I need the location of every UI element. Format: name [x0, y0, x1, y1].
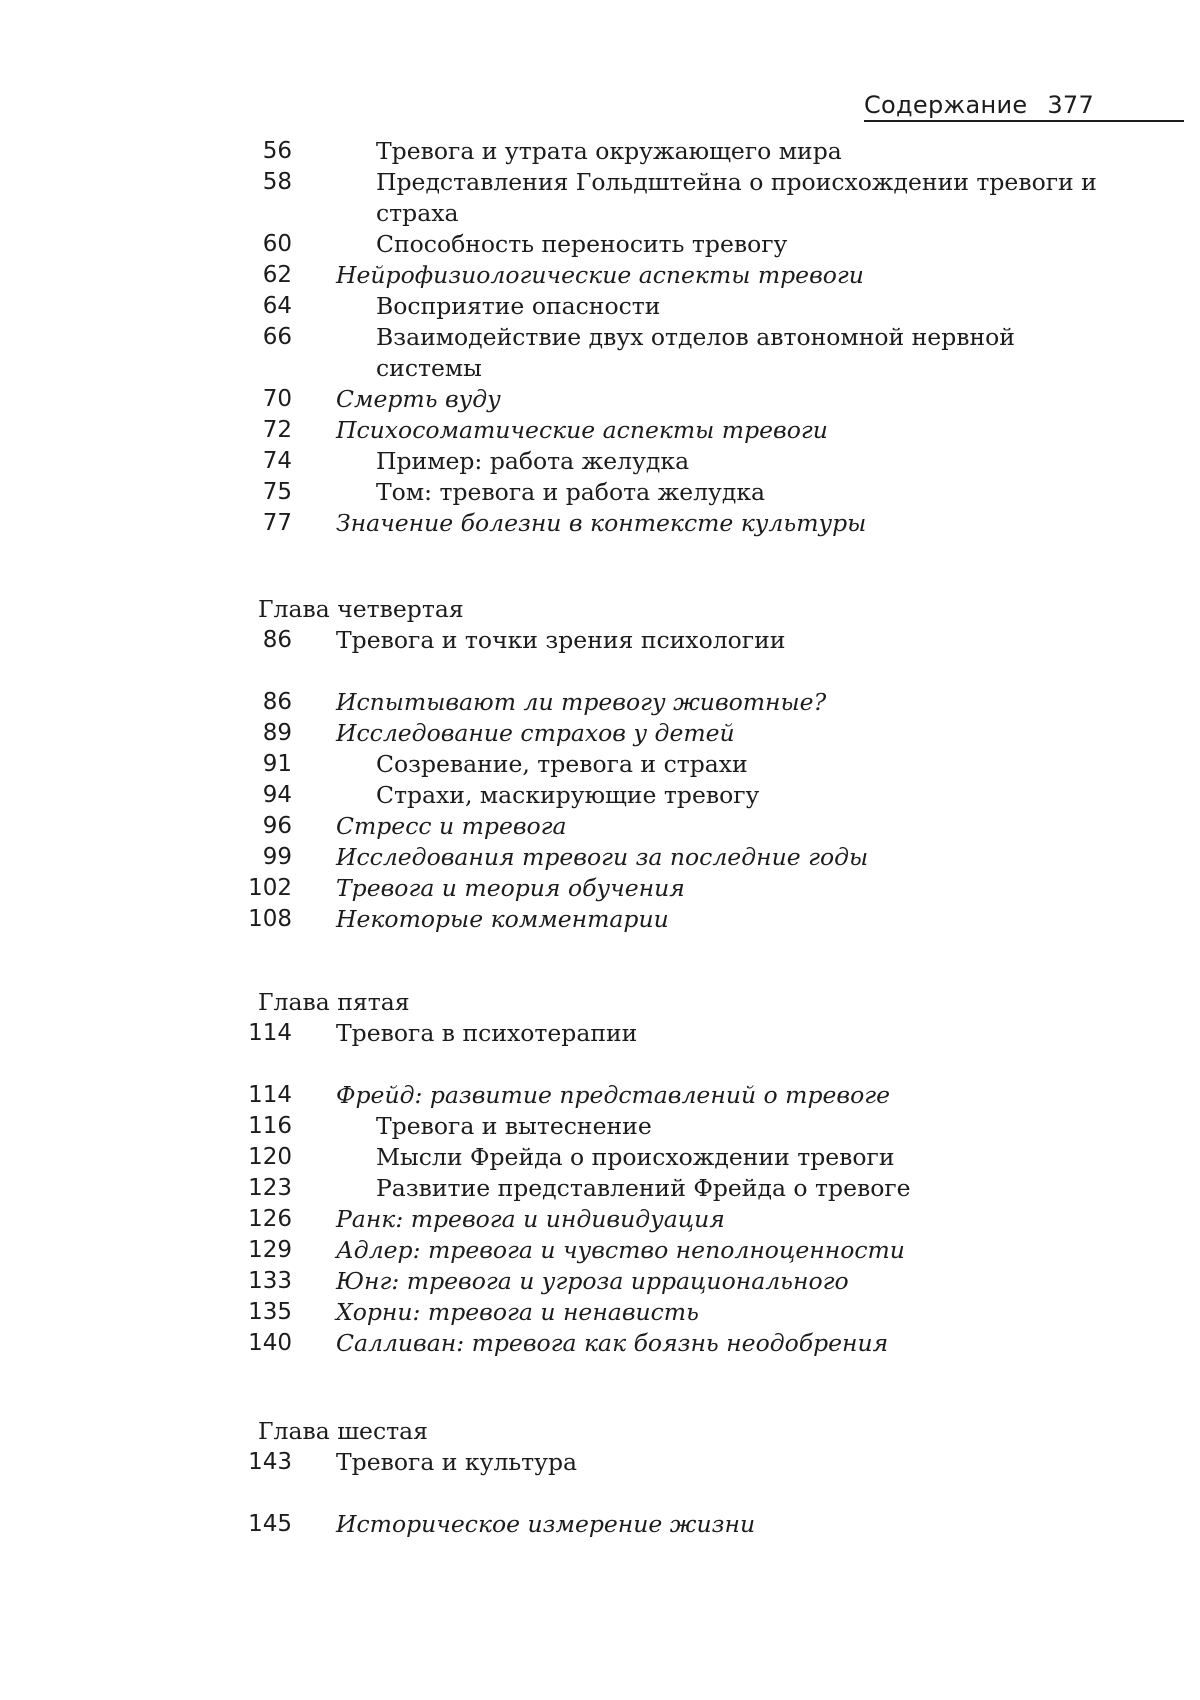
- running-head-title: Содержание: [864, 91, 1028, 119]
- toc-entry-text: Адлер: тревога и чувство неполноценности: [336, 1236, 905, 1264]
- toc-entry: [240, 1142, 1120, 1173]
- toc-entry-page: 135: [248, 1299, 292, 1325]
- toc-section-entry: [240, 1080, 1120, 1111]
- chapter-title-line: [240, 1447, 1120, 1478]
- chapter-title: Тревога и точки зрения психологии: [336, 626, 786, 654]
- toc-entry-page: 66: [262, 324, 292, 350]
- toc-entry-text: Психосоматические аспекты тревоги: [336, 416, 828, 444]
- toc-entry: [240, 477, 1120, 508]
- toc-entry-page: 58: [262, 169, 292, 195]
- toc-entry-page: 86: [262, 689, 292, 715]
- toc-entry-page: 99: [262, 844, 292, 870]
- toc-entry-page: 102: [248, 875, 292, 901]
- toc-chapter-five: [240, 987, 1120, 1359]
- toc-entry-text: Представления Гольдштейна о происхождении тревоги и страха: [376, 168, 1097, 227]
- toc-entry: [240, 322, 1120, 384]
- toc-entry-page: 129: [248, 1237, 292, 1263]
- toc-entry-text: Созревание, тревога и страхи: [376, 750, 748, 778]
- toc-entry-page: 94: [262, 782, 292, 808]
- toc-entry-page: 133: [248, 1268, 292, 1294]
- chapter-label: Глава шестая: [258, 1417, 428, 1445]
- toc-entry-page: 74: [262, 448, 292, 474]
- toc-section-entry: [240, 718, 1120, 749]
- toc-entry: [240, 446, 1120, 477]
- toc-section-entry: [240, 384, 1120, 415]
- toc-entry-text: Исследования тревоги за последние годы: [336, 843, 869, 871]
- toc-entry-text: Хорни: тревога и ненависть: [336, 1298, 699, 1326]
- toc-entry-text: Мысли Фрейда о происхождении тревоги: [376, 1143, 895, 1171]
- toc-entry: [240, 1111, 1120, 1142]
- toc-entry-text: Тревога и теория обучения: [336, 874, 685, 902]
- toc-entry-text: Страхи, маскирующие тревогу: [376, 781, 760, 809]
- chapter-title-line: [240, 1018, 1120, 1049]
- toc-entry-text: Нейрофизиологические аспекты тревоги: [336, 261, 864, 289]
- toc-entry-page: 108: [248, 906, 292, 932]
- chapter-title: Тревога и культура: [336, 1448, 578, 1476]
- toc-entry-page: 72: [262, 417, 292, 443]
- toc-entry-text: Стресс и тревога: [336, 812, 567, 840]
- toc-section-entry: [240, 687, 1120, 718]
- toc-entry-text: Исследование страхов у детей: [336, 719, 735, 747]
- toc-entry-page: 60: [262, 231, 292, 257]
- toc-entry-page: 64: [262, 293, 292, 319]
- toc-entry-page: 96: [262, 813, 292, 839]
- toc-entry-page: 56: [262, 138, 292, 164]
- toc-entry: [240, 291, 1120, 322]
- chapter-title-line: [240, 625, 1120, 656]
- chapter-title-page: 86: [262, 627, 292, 653]
- toc-entry-text: Значение болезни в контексте культуры: [336, 509, 867, 537]
- toc-entry-page: 77: [262, 510, 292, 536]
- toc-section-entry: [240, 873, 1120, 904]
- toc-section-entry: [240, 1509, 1120, 1540]
- toc-entry-text: Тревога и вытеснение: [376, 1112, 652, 1140]
- toc-section-entry: [240, 842, 1120, 873]
- running-head: [864, 90, 1184, 120]
- toc-section-entry: [240, 1204, 1120, 1235]
- toc-entry-page: 123: [248, 1175, 292, 1201]
- toc-entry-text: Некоторые комментарии: [336, 905, 669, 933]
- toc-entry-text: Салливан: тревога как боязнь неодобрения: [336, 1329, 889, 1357]
- toc-entry-page: 126: [248, 1206, 292, 1232]
- chapter-title: Тревога в психотерапии: [336, 1019, 638, 1047]
- toc-entry-text: Смерть вуду: [336, 385, 501, 413]
- chapter-label: Глава четвертая: [258, 595, 464, 623]
- toc-entry-text: Том: тревога и работа желудка: [376, 478, 766, 506]
- toc-section-entry: [240, 260, 1120, 291]
- toc-section-entry: [240, 1235, 1120, 1266]
- toc-entry-text: Тревога и утрата окружающего мира: [376, 137, 842, 165]
- toc-section-entry: [240, 1297, 1120, 1328]
- toc-entry: [240, 1173, 1120, 1204]
- toc-entry-page: 75: [262, 479, 292, 505]
- chapter-title-page: 114: [248, 1020, 292, 1046]
- toc-entry-text: Испытывают ли тревогу животные?: [336, 688, 827, 716]
- toc-chapter-four: [240, 594, 1120, 935]
- toc-section-entry: [240, 1266, 1120, 1297]
- toc-entry-text: Историческое измерение жизни: [336, 1510, 756, 1538]
- toc-entry-text: Пример: работа желудка: [376, 447, 690, 475]
- toc-entry-page: 116: [248, 1113, 292, 1139]
- toc-continued-entries: [240, 136, 1120, 539]
- toc-section-entry: [240, 508, 1120, 539]
- toc-entry-page: 89: [262, 720, 292, 746]
- toc-entry-text: Юнг: тревога и угроза иррационального: [336, 1267, 849, 1295]
- toc-entry-page: 145: [248, 1511, 292, 1537]
- chapter-title-page: 143: [248, 1449, 292, 1475]
- toc-chapter-six: [240, 1416, 1120, 1540]
- toc-entry-page: 120: [248, 1144, 292, 1170]
- toc-section-entry: [240, 415, 1120, 446]
- toc-entry-text: Способность переносить тревогу: [376, 230, 788, 258]
- header-rule: [864, 120, 1184, 122]
- toc-entry: [240, 229, 1120, 260]
- toc-entry-page: 91: [262, 751, 292, 777]
- toc-entry: [240, 780, 1120, 811]
- chapter-label: Глава пятая: [258, 988, 410, 1016]
- toc-entry-page: 70: [262, 386, 292, 412]
- toc-entry-text: Фрейд: развитие представлений о тревоге: [336, 1081, 891, 1109]
- toc-entry-text: Развитие представлений Фрейда о тревоге: [376, 1174, 911, 1202]
- toc-entry-page: 140: [248, 1330, 292, 1356]
- toc-entry: [240, 749, 1120, 780]
- toc-entry-text: Ранк: тревога и индивидуация: [336, 1205, 725, 1233]
- toc-entry-text: Взаимодействие двух отделов автономной нервной системы: [376, 323, 1015, 382]
- toc-entry: [240, 167, 1120, 229]
- toc-entry-page: 62: [262, 262, 292, 288]
- toc-section-entry: [240, 1328, 1120, 1359]
- toc-entry-text: Восприятие опасности: [376, 292, 661, 320]
- toc-entry-page: 114: [248, 1082, 292, 1108]
- toc-section-entry: [240, 811, 1120, 842]
- toc-section-entry: [240, 904, 1120, 935]
- toc-entry: [240, 136, 1120, 167]
- running-head-page-number: 377: [1047, 91, 1095, 119]
